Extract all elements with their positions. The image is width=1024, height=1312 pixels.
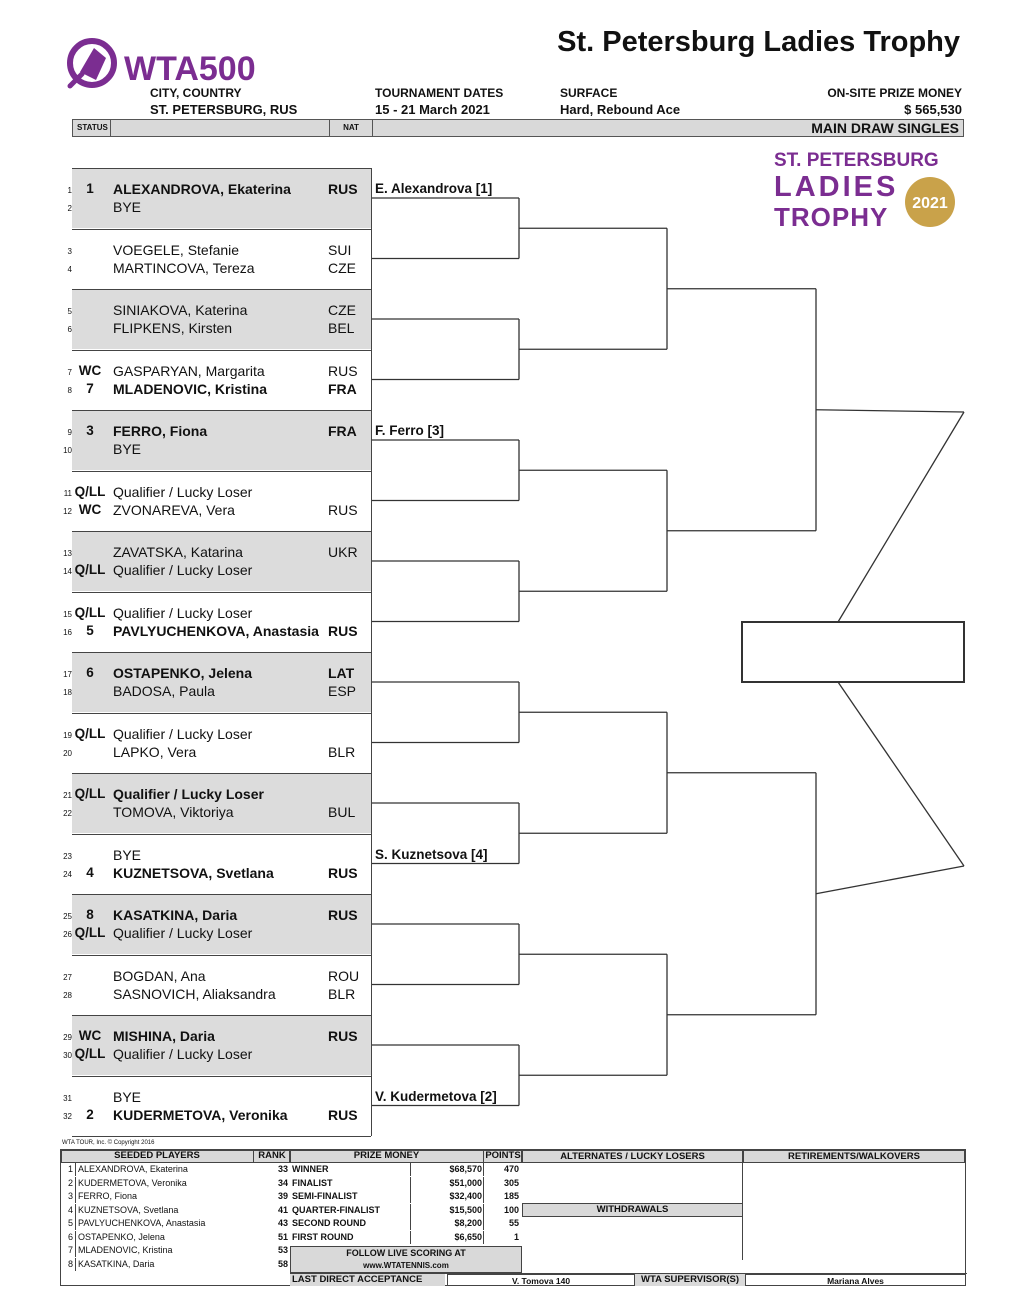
player-name[interactable]: KUDERMETOVA, Veronika [113,1106,288,1123]
prize-round: WINNER [292,1164,329,1174]
supervisor-label: WTA SUPERVISOR(S) [635,1274,745,1286]
live-scoring-label: FOLLOW LIVE SCORING AT [346,1248,466,1258]
player-nationality: BLR [328,985,356,1002]
seed-rank: 53 [277,1245,288,1255]
seed-rank: 41 [277,1204,288,1215]
player-name[interactable]: SINIAKOVA, Katerina [113,302,248,318]
player-name[interactable]: MISHINA, Daria [113,1028,215,1044]
bracket-line [816,410,964,412]
prize-amount: $15,500 [410,1204,482,1217]
player-status: Q/LL [74,786,106,801]
prize-amount: $32,400 [410,1190,482,1203]
player-nationality: BUL [328,804,356,820]
round2-winner[interactable]: V. Kudermetova [2] [375,1088,497,1104]
rank-header: RANK [253,1150,290,1162]
player-status: Q/LL [74,562,106,577]
player-status: 6 [86,665,94,680]
player-nationality: UKR [328,544,358,560]
player-nationality: CZE [328,302,356,318]
draw-position-number: 15 [63,609,72,619]
last-direct-acceptance-label: LAST DIRECT ACCEPTANCE [290,1274,445,1286]
draw-position-number: 26 [63,930,72,939]
draw-position-number: 5 [67,307,72,316]
bracket-line [816,866,964,894]
player-name[interactable]: FERRO, Fiona [113,423,208,439]
round2-winner[interactable]: E. Alexandrova [1] [375,181,493,196]
draw-type-label: MAIN DRAW SINGLES [811,120,959,136]
prize-points: 55 [483,1217,519,1230]
player-name[interactable]: ALEXANDROVA, Ekaterina [113,181,291,197]
draw-position-number: 28 [63,990,72,1000]
prize-row [290,1204,522,1218]
seed-number: 8 [67,1258,73,1269]
seeded-player-row [61,1163,290,1177]
seeded-player-row [61,1177,290,1191]
player-name[interactable]: KASATKINA, Daria [113,907,238,923]
player-nationality: BLR [328,743,356,760]
draw-position-number: 12 [63,506,72,516]
player-status: WC [78,1028,102,1043]
player-nationality: CZE [328,259,356,276]
seed-rank: 43 [277,1218,288,1228]
player-name[interactable]: GASPARYAN, Margarita [113,362,265,379]
draw-position-number: 1 [67,186,72,195]
player-status: 7 [86,380,94,396]
last-direct-acceptance-value: V. Tomova 140 [447,1274,635,1286]
seed-name: OSTAPENKO, Jelena [75,1231,250,1244]
prize-row [290,1163,522,1177]
event-logo-year: 2021 [912,195,948,212]
player-name[interactable]: BADOSA, Paula [113,683,215,699]
prize-points: 100 [483,1204,519,1217]
seed-number: 6 [67,1231,73,1242]
prize-amount: $8,200 [410,1217,482,1230]
surface-value: Hard, Rebound Ace [560,102,681,117]
prize-label: ON-SITE PRIZE MONEY [827,86,962,100]
player-name[interactable]: VOEGELE, Stefanie [113,241,240,258]
seed-name: FERRO, Fiona [75,1190,250,1203]
status-column-header: STATUS [73,120,111,136]
seed-rank: 33 [277,1164,288,1174]
prize-money-header: PRIZE MONEY [353,1150,420,1161]
draw-position-number: 25 [63,912,72,921]
live-scoring-link[interactable]: www.WTATENNIS.com [363,1261,449,1270]
seeded-player-row [61,1231,290,1245]
player-name[interactable]: Qualifier / Lucky Loser [113,483,253,500]
player-name[interactable]: SASNOVICH, Aliaksandra [113,985,276,1002]
draw-position-number: 6 [67,325,72,334]
seed-rank: 34 [277,1177,288,1188]
prize-value: $ 565,530 [904,102,962,117]
player-name[interactable]: Qualifier / Lucky Loser [113,1046,253,1062]
draw-position-number: 11 [63,488,72,498]
prize-points: 1 [483,1231,519,1244]
bracket-line [838,682,964,866]
prize-points: 185 [483,1190,519,1203]
player-name[interactable]: BYE [113,441,142,457]
player-status: 8 [86,907,94,922]
surface-label: SURFACE [560,86,618,100]
points-header: POINTS [483,1150,522,1162]
player-nationality: BEL [328,320,355,336]
draw-position-number: 23 [63,851,72,861]
copyright-text: WTA TOUR, Inc. © Copyright 2016 [62,1140,155,1146]
player-status: 4 [86,864,94,880]
draw-position-number: 13 [63,549,72,558]
draw-position-number: 17 [63,670,72,679]
player-name[interactable]: OSTAPENKO, Jelena [113,665,253,681]
player-name[interactable]: ZVONAREVA, Vera [113,501,235,518]
player-name[interactable]: Qualifier / Lucky Loser [113,786,264,802]
event-logo-line1: ST. PETERSBURG [774,150,939,171]
draw-position-number: 32 [63,1111,72,1121]
draw-position-number: 16 [63,627,72,637]
prize-round: FIRST ROUND [292,1231,354,1242]
player-name[interactable]: MARTINCOVA, Tereza [113,259,255,276]
player-name[interactable]: FLIPKENS, Kirsten [113,320,233,336]
draw-position-number: 7 [67,367,72,377]
player-nationality: FRA [328,423,357,439]
player-nationality: ROU [328,967,360,984]
player-status: 3 [86,423,94,438]
prize-points: 470 [483,1163,519,1176]
wta500-logo-text: WTA500 [124,50,256,88]
prize-round: QUARTER-FINALIST [292,1204,380,1215]
seed-number: 2 [67,1177,73,1188]
round2-winner[interactable]: F. Ferro [3] [375,423,445,438]
seed-rank: 51 [277,1231,288,1242]
draw-position-number: 31 [63,1093,72,1103]
draw-position-number: 30 [63,1051,72,1060]
event-logo-line3: TROPHY [774,202,889,232]
draw-position-number: 29 [63,1033,72,1042]
round2-winner[interactable]: S. Kuznetsova [4] [375,846,488,862]
bracket-line [838,412,964,622]
prize-row [290,1231,522,1245]
draw-position-number: 19 [63,730,72,740]
seeded-player-row [61,1217,290,1231]
player-nationality: LAT [328,665,355,681]
withdrawals-header: WITHDRAWALS [522,1203,743,1217]
player-name[interactable]: LAPKO, Vera [113,743,197,760]
player-name[interactable]: BYE [113,1088,142,1105]
prize-row [290,1217,522,1231]
player-nationality: RUS [328,501,358,518]
player-nationality: RUS [328,864,358,881]
seeded-player-row [61,1258,290,1272]
player-name[interactable]: BYE [113,846,142,863]
seed-name: PAVLYUCHENKOVA, Anastasia [75,1217,250,1230]
player-status: Q/LL [74,925,106,940]
player-name[interactable]: KUZNETSOVA, Svetlana [113,864,274,881]
prize-amount: $6,650 [410,1231,482,1244]
draw-position-number: 20 [63,748,72,758]
draw-position-number: 9 [67,428,72,437]
nat-column-header: NAT [329,120,373,136]
prize-round: SEMI-FINALIST [292,1191,358,1201]
player-name[interactable]: Qualifier / Lucky Loser [113,562,253,578]
player-status: WC [78,501,102,517]
player-nationality: ESP [328,683,357,699]
seeded-player-row [61,1190,290,1204]
seed-rank: 58 [277,1258,288,1269]
supervisor-value: Mariana Alves [745,1274,966,1286]
player-nationality: RUS [328,1028,358,1044]
player-nationality: RUS [328,622,358,639]
seeded-player-row [61,1204,290,1218]
draw-position-number: 4 [67,264,72,274]
player-status: Q/LL [74,725,106,741]
player-name[interactable]: BOGDAN, Ana [113,967,206,984]
prize-row [290,1190,522,1204]
event-logo-line2: LADIES [774,171,899,203]
seed-name: KUDERMETOVA, Veronika [75,1177,250,1190]
player-name[interactable]: ZAVATSKA, Katarina [113,544,243,560]
prize-round: FINALIST [292,1177,333,1188]
player-name[interactable]: PAVLYUCHENKOVA, Anastasia [113,622,319,639]
alternates-header: ALTERNATES / LUCKY LOSERS [522,1150,743,1163]
draw-position-number: 18 [63,688,72,697]
player-status: 2 [86,1106,94,1122]
prize-amount: $68,570 [410,1163,482,1176]
seed-number: 5 [67,1218,73,1228]
seed-name: ALEXANDROVA, Ekaterina [75,1163,250,1176]
draw-position-number: 10 [63,446,72,455]
player-nationality: FRA [328,380,357,397]
player-status: Q/LL [74,483,106,499]
draw-position-number: 22 [63,809,72,818]
player-name[interactable]: Qualifier / Lucky Loser [113,604,253,621]
player-name[interactable]: BYE [113,199,142,215]
seed-number: 3 [67,1191,73,1201]
player-status: 5 [86,622,94,638]
seed-name: KUZNETSOVA, Svetlana [75,1204,250,1217]
draw-position-number: 27 [63,972,72,982]
player-nationality: RUS [328,907,358,923]
player-name[interactable]: Qualifier / Lucky Loser [113,725,253,742]
seed-number: 1 [67,1164,73,1174]
player-nationality: RUS [328,181,358,197]
draw-position-number: 21 [63,791,72,800]
location-label: CITY, COUNTRY [150,86,242,100]
page-title: St. Petersburg Ladies Trophy [557,26,960,58]
draw-position-number: 14 [63,567,72,576]
draw-position-number: 2 [67,204,72,213]
player-nationality: RUS [328,1106,358,1123]
footer-panel [60,1149,966,1286]
player-name[interactable]: Qualifier / Lucky Loser [113,925,253,941]
prize-points: 305 [483,1177,519,1190]
draw-position-number: 8 [67,385,72,395]
seed-name: MLADENOVIC, Kristina [75,1244,250,1257]
seeded-players-header: SEEDED PLAYERS [114,1150,200,1161]
champion-box [741,621,965,683]
prize-row [290,1177,522,1191]
seed-number: 4 [67,1204,73,1215]
seed-name: KASATKINA, Daria [75,1258,250,1271]
player-name[interactable]: MLADENOVIC, Kristina [113,380,268,397]
location-value: ST. PETERSBURG, RUS [150,102,298,117]
seed-rank: 39 [277,1191,288,1201]
seed-number: 7 [67,1245,73,1255]
prize-round: SECOND ROUND [292,1218,367,1228]
draw-position-number: 24 [63,869,72,879]
seeded-player-row [61,1244,290,1258]
dates-label: TOURNAMENT DATES [375,86,504,100]
player-status: 1 [86,181,94,196]
prize-amount: $51,000 [410,1177,482,1190]
dates-value: 15 - 21 March 2021 [375,102,490,117]
player-nationality: RUS [328,362,358,379]
player-status: WC [78,362,102,378]
player-status: Q/LL [74,604,106,620]
draw-position-number: 3 [67,246,72,256]
player-nationality: SUI [328,241,352,258]
retirements-header: RETIREMENTS/WALKOVERS [743,1150,965,1163]
player-name[interactable]: TOMOVA, Viktoriya [113,804,234,820]
player-status: Q/LL [74,1046,106,1061]
